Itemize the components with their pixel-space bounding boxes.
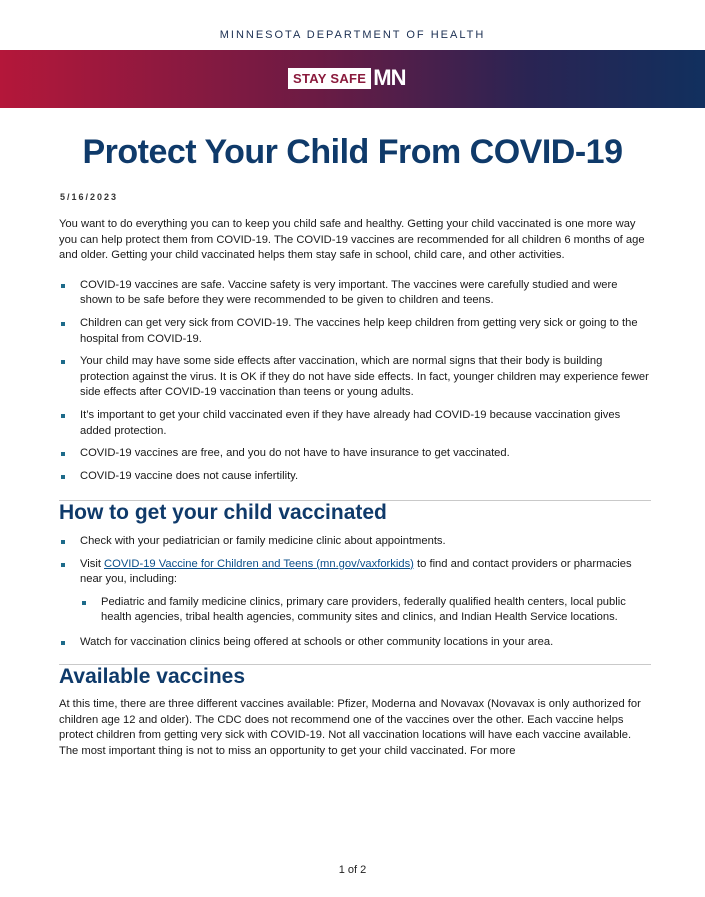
logo-text: STAY SAFE — [288, 68, 371, 89]
sub-list-item: Pediatric and family medicine clinics, primary care providers, federally qualified health centers, local public health agencies, tribal health agencies, community sites and clinics, and Indian Health Service locations. — [80, 595, 651, 626]
list-item: Children can get very sick from COVID-19. The vaccines help keep children from getting very sick or going to the hospital from COVID-19. — [59, 316, 651, 347]
page-title: Protect Your Child From COVID-19 — [82, 133, 623, 171]
stay-safe-mn-logo — [288, 66, 405, 90]
list-item: Your child may have some side effects after vaccination, which are normal signs that their body is building protection against the virus. It is OK if they do not have side effects. In fact, younger children may experience fewer side effects after COVID-19 vaccination than teens or young adults. — [59, 354, 651, 401]
list-item: Watch for vaccination clinics being offered at schools or other community locations in your area. — [59, 635, 651, 651]
document-date: 5/16/2023 — [60, 192, 119, 202]
section-heading-how: How to get your child vaccinated — [59, 501, 387, 525]
intro-paragraph: You want to do everything you can to keep you child safe and healthy. Getting your child vaccinated is one more way you can help protect them from COVID-19. The COVID-19 vaccines are recommended for all children 6 months of age and older. Getting your child vaccinated helps them stay safe in school, child care, and other activities. — [59, 218, 645, 262]
list-item: COVID-19 vaccines are free, and you do not have to have insurance to get vaccinated. — [59, 446, 651, 462]
how-list — [59, 534, 651, 651]
list-item: It’s important to get your child vaccinated even if they have already had COVID-19 because vaccination gives added protection. — [59, 408, 651, 439]
sub-list — [80, 595, 651, 626]
list-item — [59, 557, 651, 626]
vaccines-paragraph: At this time, there are three different vaccines available: Pfizer, Moderna and Novavax (Novavax is only authorized for children age 12 and older). The CDC does not recommend one of the vaccines over the other. Each vaccine helps protect children from getting very sick with COVID-19. Not all vaccination locations will have each vaccine available. The most important thing is not to miss an opportunity to get your child vaccinated. For more — [59, 698, 641, 757]
main-content — [59, 217, 651, 759]
list-item: COVID-19 vaccine does not cause infertility. — [59, 469, 651, 485]
visit-suffix: to find and contact providers or pharmacies near you, including: — [80, 557, 632, 586]
logo-mn: MN — [373, 65, 406, 90]
visit-text: Visit — [80, 557, 105, 570]
list-item: COVID-19 vaccines are safe. Vaccine safety is very important. The vaccines were carefully studied and were shown to be safe before they were recommended to be given to children and teens. — [59, 278, 651, 309]
list-item: Check with your pediatrician or family medicine clinic about appointments. — [59, 534, 651, 550]
facts-list — [59, 278, 651, 485]
vaxforkids-link[interactable]: COVID-19 Vaccine for Children and Teens (mn.gov/vaxforkids) — [104, 557, 414, 570]
page-number: 1 of 2 — [338, 864, 367, 876]
section-heading-vaccines: Available vaccines — [59, 665, 246, 689]
agency-name: MINNESOTA DEPARTMENT OF HEALTH — [219, 29, 486, 41]
